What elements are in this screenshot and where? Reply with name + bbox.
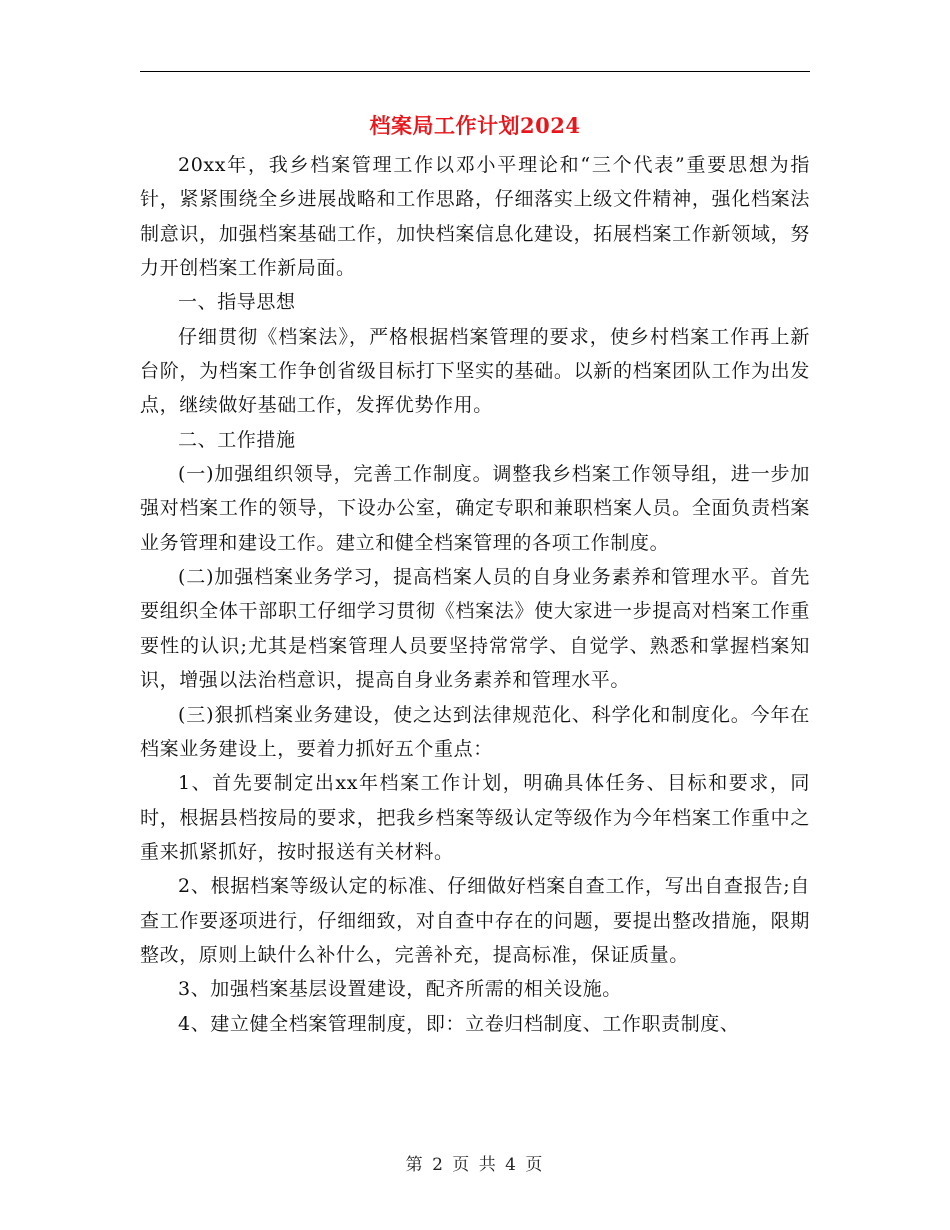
list-item-1: 1、首先要制定出xx年档案工作计划，明确具体任务、目标和要求，同时，根据县档按局的要求，把我乡档案等级认定等级作为今年档案工作重中之重来抓紧抓好，按时报送有关材料。 — [140, 772, 810, 863]
list-item-3: 3、加强档案基层设置建设，配齐所需的相关设施。 — [178, 978, 622, 1001]
document-body — [140, 148, 810, 1041]
list-item-2: 2、根据档案等级认定的标准、仔细做好档案自查工作，写出自查报告;自查工作要逐项进行，仔细细致，对自查中存在的问题，要提出整改措施，限期整改，原则上缺什么补什么，完善补充，提高标准，保证质量。 — [140, 875, 810, 966]
header-rule — [140, 71, 810, 72]
section-heading-work-measures: 二、工作措施 — [178, 428, 296, 451]
section-heading-guiding-ideology: 一、指导思想 — [178, 291, 296, 314]
paragraph-intro: 20xx年，我乡档案管理工作以邓小平理论和“三个代表”重要思想为指针，紧紧围绕全乡进展战略和工作思路，仔细落实上级文件精神，强化档案法制意识，加强档案基础工作，加快档案信息化建设，拓展档案工作新领域，努力开创档案工作新局面。 — [140, 154, 810, 280]
paragraph-measure-3: (三)狠抓档案业务建设，使之达到法律规范化、科学化和制度化。今年在档案业务建设上，要着力抓好五个重点： — [140, 703, 810, 760]
paragraph-measure-1: (一)加强组织领导，完善工作制度。调整我乡档案工作领导组，进一步加强对档案工作的领导，下设办公室，确定专职和兼职档案人员。全面负责档案业务管理和建设工作。建立和健全档案管理的各项工作制度。 — [140, 463, 810, 554]
page-number-footer: 第 2 页 共 4 页 — [405, 1155, 545, 1175]
paragraph-measure-2: (二)加强档案业务学习，提高档案人员的自身业务素养和管理水平。首先要组织全体干部职工仔细学习贯彻《档案法》使大家进一步提高对档案工作重要性的认识;尤其是档案管理人员要坚持常常学、自觉学、熟悉和掌握档案知识，增强以法治档意识，提高自身业务素养和管理水平。 — [140, 566, 810, 692]
document-title: 档案局工作计划2024 — [369, 113, 581, 138]
paragraph-guiding-ideology: 仔细贯彻《档案法》，严格根据档案管理的要求，使乡村档案工作再上新台阶，为档案工作争创省级目标打下坚实的基础。以新的档案团队工作为出发点，继续做好基础工作，发挥优势作用。 — [140, 325, 810, 417]
list-item-4: 4、建立健全档案管理制度，即：立卷归档制度、工作职责制度、 — [178, 1012, 740, 1035]
